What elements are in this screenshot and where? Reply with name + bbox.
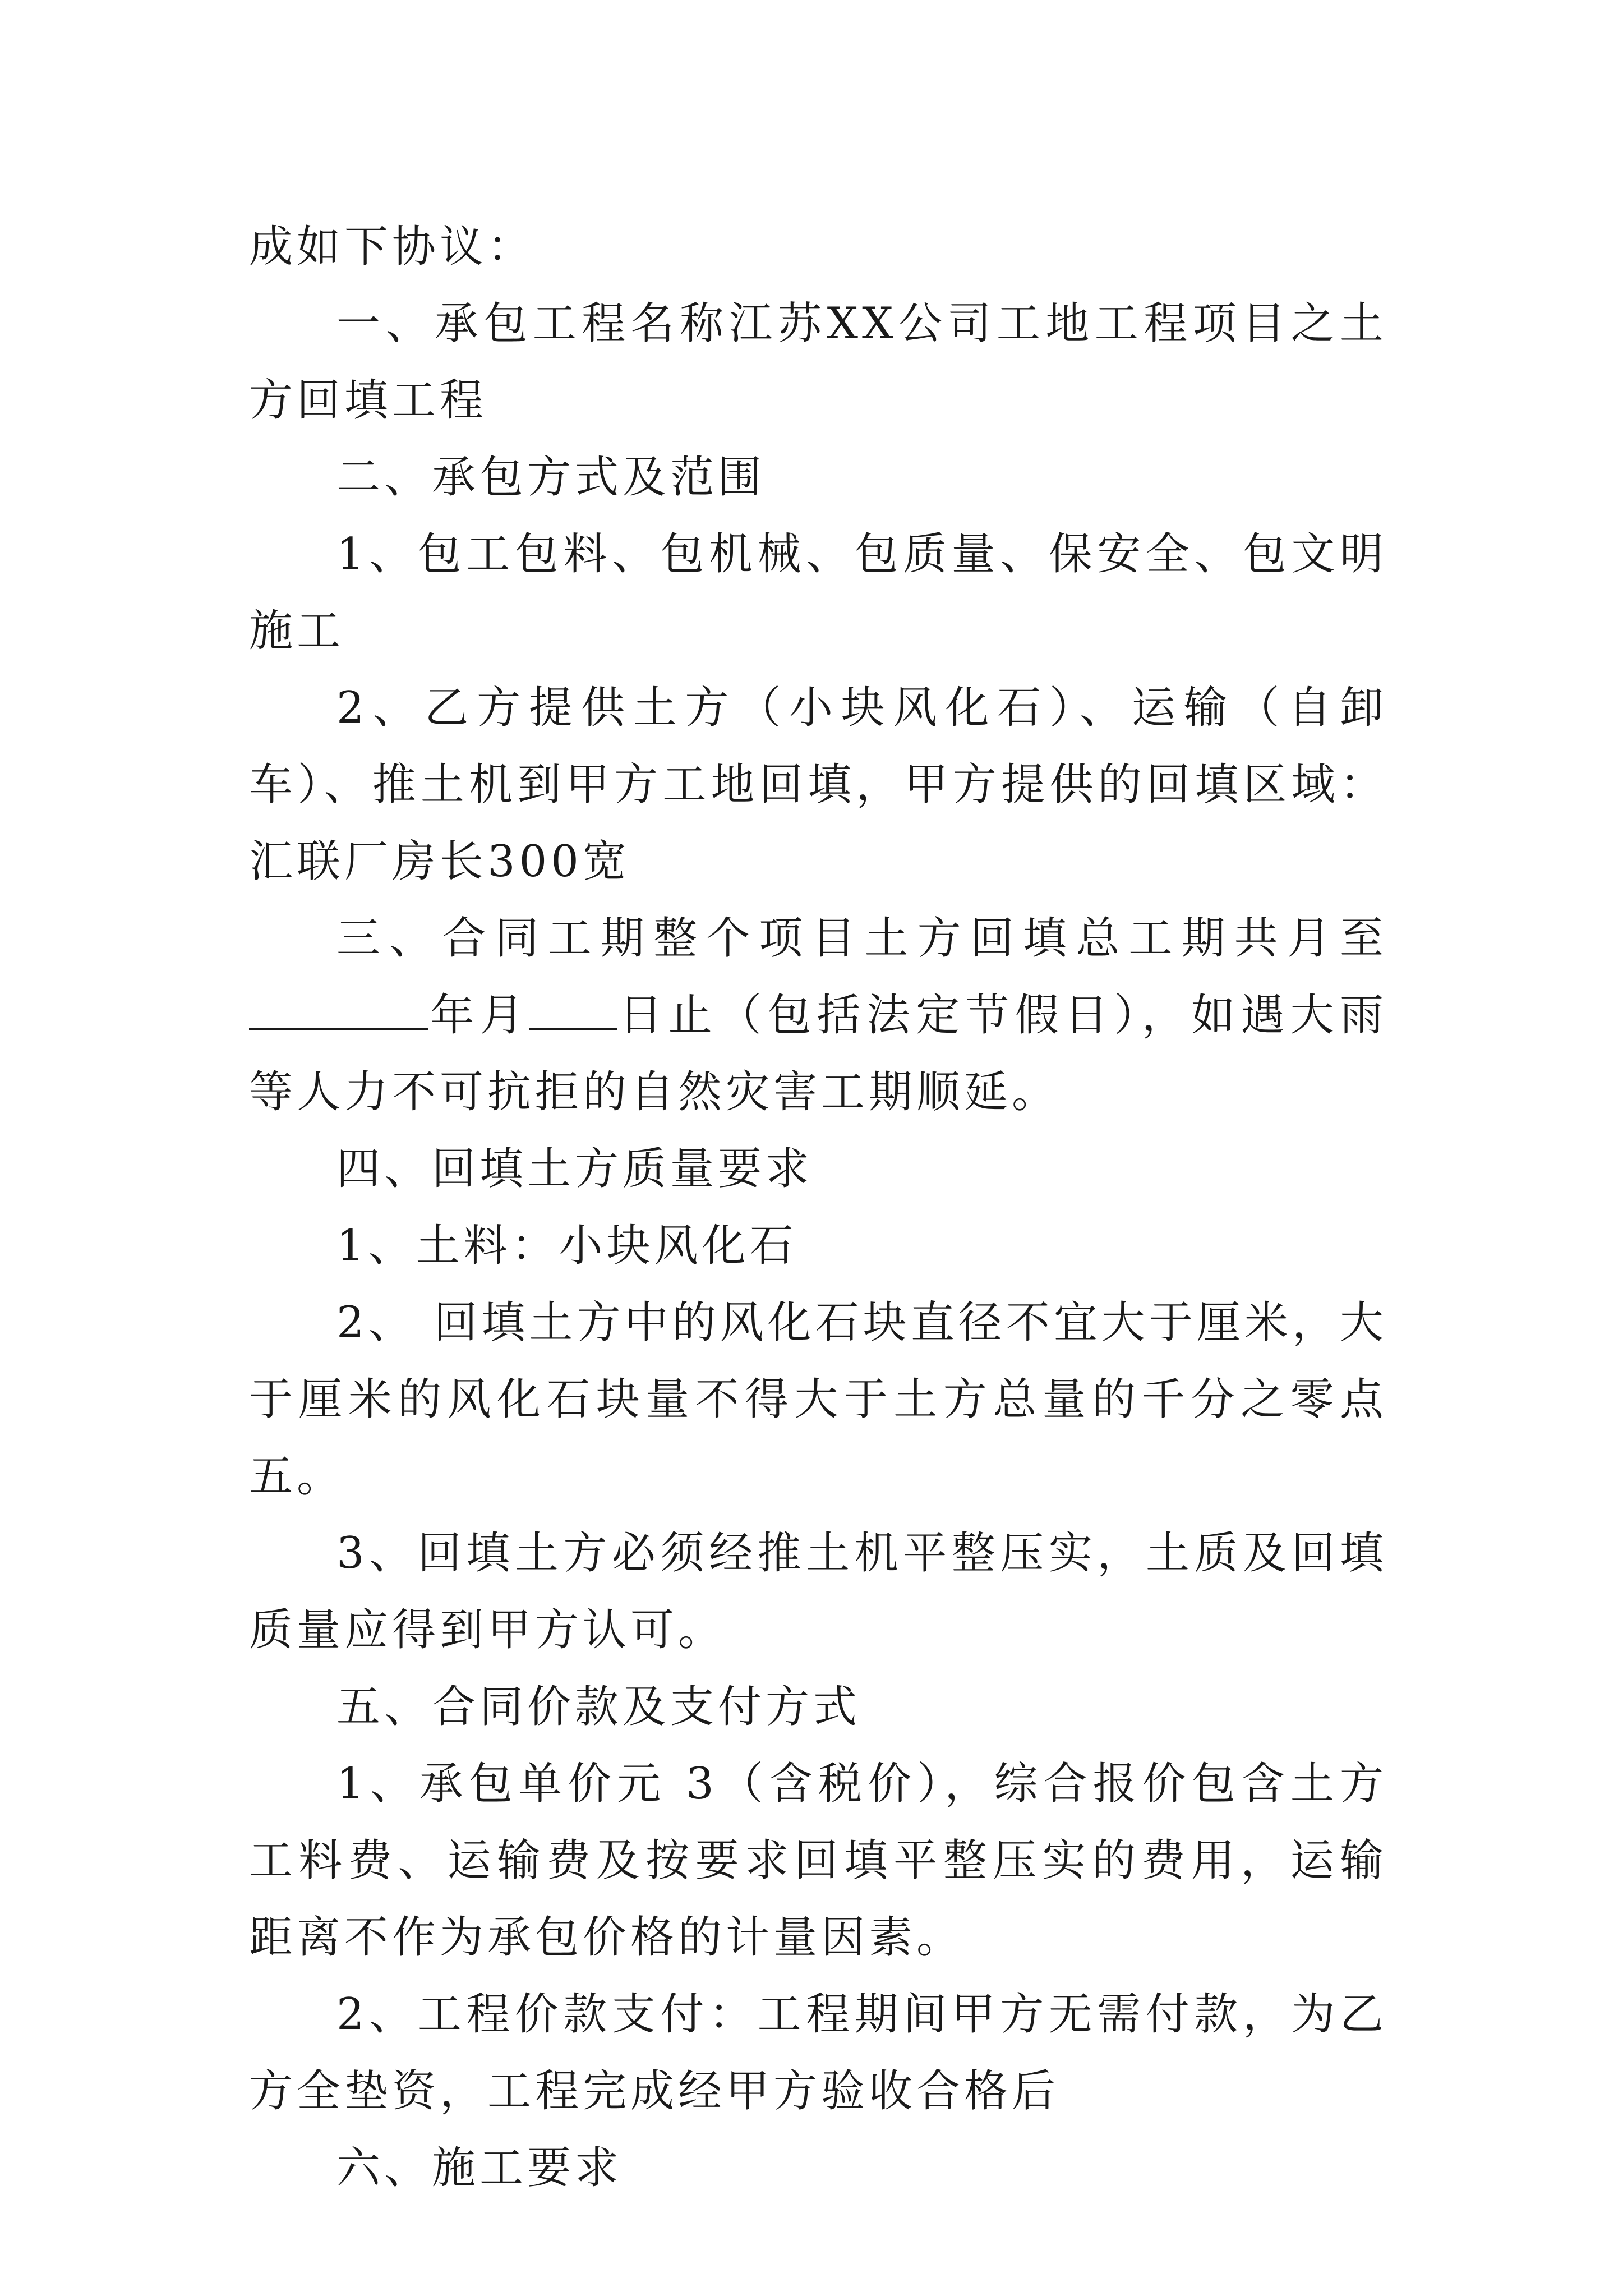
section-2-item-1: 1、包工包料、包机械、包质量、保安全、包文明施工 — [249, 529, 1387, 656]
section-3-schedule — [249, 900, 1387, 1131]
section-6-heading: 六、施工要求 — [336, 2143, 623, 2193]
blank-line — [249, 991, 428, 1030]
section-5-item-1: 1、承包单价元 3（含税价），综合报价包含土方工料费、运输费及按要求回填平整压实的费用，运输距离不作为承包价格的计量因素。 — [249, 1759, 1387, 1963]
blank-line — [529, 991, 617, 1030]
section-4-heading: 四、回填土方质量要求 — [336, 1144, 814, 1194]
schedule-text-start: 三、合同工期整个项目土方回填总工期共月至 — [336, 913, 1387, 964]
paragraph-intro: 成如下协议： — [249, 222, 536, 272]
section-4-item-1: 1、土料：小块风化石 — [336, 1221, 797, 1271]
section-4-item-2: 2、 回填土方中的风化石块直径不宜大于厘米，大于厘米的风化石块量不得大于土方总量的千分之零点五。 — [249, 1297, 1387, 1502]
section-5-item-2: 2、工程价款支付：工程期间甲方无需付款，为乙方全垫资，工程完成经甲方验收合格后 — [249, 1989, 1387, 2116]
section-4-item-3: 3、回填土方必须经推土机平整压实，土质及回填质量应得到甲方认可。 — [249, 1528, 1387, 1655]
section-5-heading: 五、合同价款及支付方式 — [336, 1682, 861, 1732]
document-body — [249, 209, 1387, 2207]
section-1-project-name: 一、承包工程名称江苏XX公司工地工程项目之土方回填工程 — [249, 298, 1387, 426]
schedule-text-middle: 年月 — [428, 990, 529, 1041]
schedule-text-end: 日止（包括法定节假日），如遇大雨等人力不可抗拒的自然灾害工期顺延。 — [249, 990, 1387, 1117]
section-2-heading: 二、承包方式及范围 — [336, 452, 766, 503]
section-2-item-2: 2、乙方提供土方（小块风化石）、运输（自卸车）、推土机到甲方工地回填，甲方提供的回填区域：汇联厂房长300宽 — [249, 683, 1387, 887]
